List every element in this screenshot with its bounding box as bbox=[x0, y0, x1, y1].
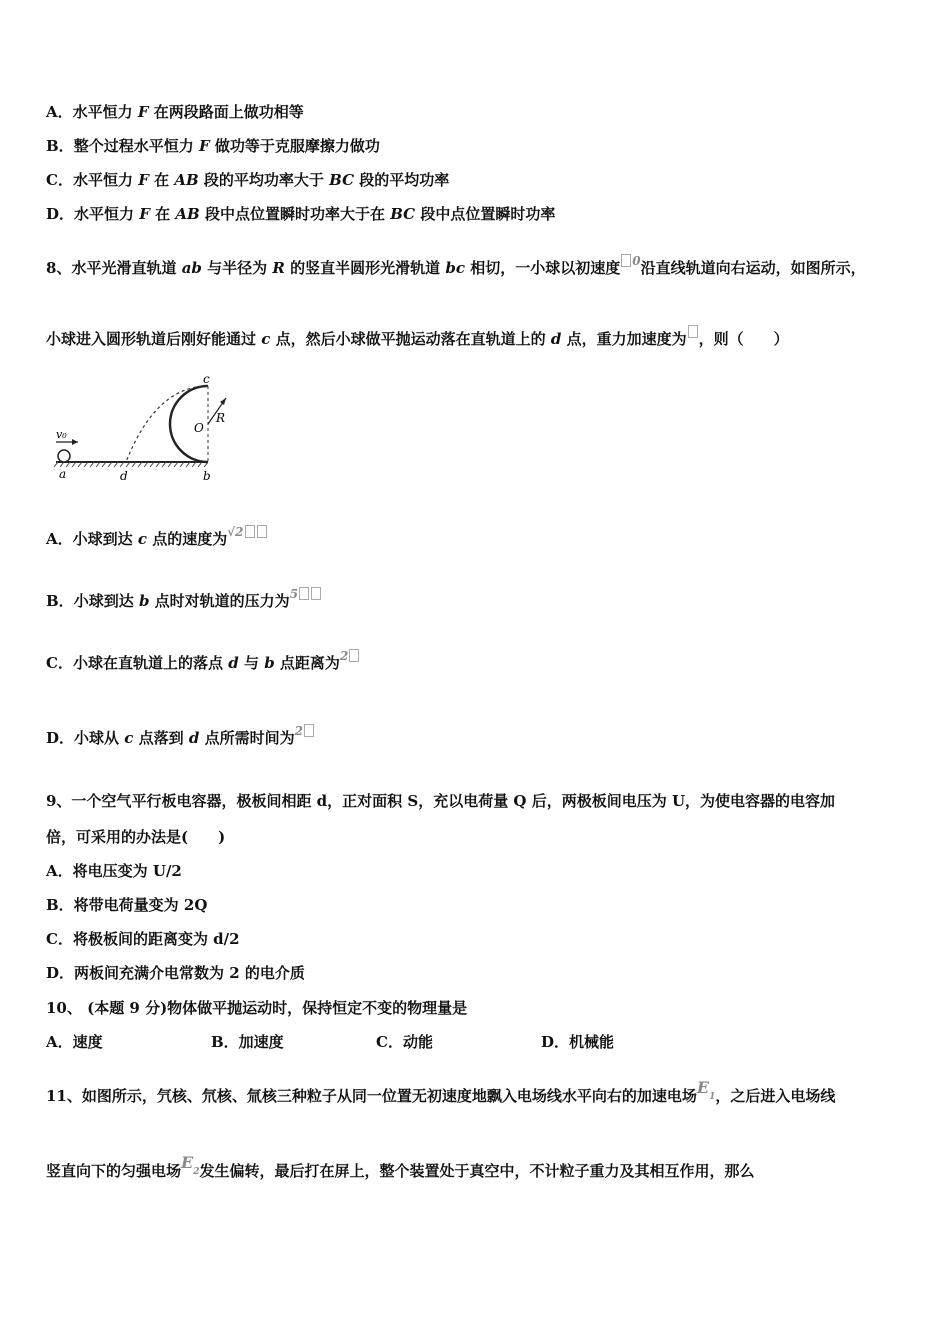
q9-option-d: D．两板间充满介电常数为 2 的电介质 bbox=[46, 964, 305, 982]
q7-option-a: A．水平恒力 F 在两段路面上做功相等 bbox=[46, 103, 304, 121]
label-c: c bbox=[203, 372, 210, 386]
formula-placeholder-icon bbox=[304, 724, 314, 737]
q9-option-b: B．将带电荷量变为 2Q bbox=[46, 896, 208, 914]
label-r: R bbox=[216, 411, 226, 425]
q8-stem-line1: 8、水平光滑直轨道 ab 与半径为 R 的竖直半圆形光滑轨道 bc 相切，一小球以初速度 $^0$沿直线轨道向右运动，如图所示， bbox=[46, 254, 866, 277]
q9-option-a: A．将电压变为 U/2 bbox=[46, 862, 182, 880]
q8-option-a: A．小球到达 c 点的速度为$^{√2}$ bbox=[46, 522, 268, 549]
q11-stem-line1: 11、如图所示，氕核、氘核、氚核三种粒子从同一位置无初速度地飘入电场线水平向右的加速电场E1，之后进入电场线 bbox=[46, 1078, 836, 1105]
formula-placeholder-icon bbox=[621, 254, 631, 267]
q10-option-d: D．机械能 bbox=[541, 1033, 615, 1051]
label-v0: v₀ bbox=[56, 428, 67, 441]
radius-arrowhead bbox=[220, 398, 226, 405]
q10-stem: 10、 (本题 9 分)物体做平抛运动时，保持恒定不变的物理量是 bbox=[46, 999, 468, 1017]
q9-stem-line1: 9、一个空气平行板电容器，极板间相距 d，正对面积 S，充以电荷量 Q 后，两极板间电压为 U，为使电容器的电容加 bbox=[46, 792, 836, 810]
q9-option-c: C．将极板间的距离变为 d/2 bbox=[46, 930, 240, 948]
label-o: O bbox=[194, 421, 204, 435]
q7-option-d: D．水平恒力 F 在 AB 段中点位置瞬时功率大于在 BC 段中点位置瞬时功率 bbox=[46, 205, 556, 223]
label-a: a bbox=[59, 467, 67, 481]
v0-arrowhead bbox=[72, 439, 78, 445]
ball bbox=[58, 450, 70, 462]
q7-option-c: C．水平恒力 F 在 AB 段的平均功率大于 BC 段的平均功率 bbox=[46, 171, 450, 189]
q9-stem-line2: 倍，可采用的办法是( ) bbox=[46, 828, 226, 846]
q8-figure bbox=[46, 370, 266, 485]
formula-placeholder-icon bbox=[311, 587, 321, 600]
q10-option-c: C．动能 bbox=[376, 1033, 433, 1051]
formula-placeholder-icon bbox=[349, 649, 359, 662]
formula-placeholder-icon bbox=[299, 587, 309, 600]
q8-option-c: C．小球在直轨道上的落点 d 与 b 点距离为$^2$ bbox=[46, 646, 360, 673]
label-b: b bbox=[203, 469, 211, 483]
q7-option-b: B．整个过程水平恒力 F 做功等于克服摩擦力做功 bbox=[46, 137, 380, 155]
formula-placeholder-icon bbox=[688, 325, 698, 338]
label-d: d bbox=[120, 469, 128, 483]
q8-option-d: D．小球从 c 点落到 d 点所需时间为$^2$ bbox=[46, 721, 315, 748]
q10-option-b: B．加速度 bbox=[211, 1033, 284, 1051]
formula-placeholder-icon bbox=[257, 525, 267, 538]
q8-stem-line2: 小球进入圆形轨道后刚好能通过 c 点，然后小球做平抛运动落在直轨道上的 d 点，重力加速度为 ，则（ ） bbox=[46, 325, 789, 349]
q8-option-b: B．小球到达 b 点时对轨道的压力为$^5$ bbox=[46, 584, 322, 611]
q11-stem-line2: 竖直向下的匀强电场E2发生偏转，最后打在屏上，整个装置处于真空中，不计粒子重力及其相互作用，那么 bbox=[46, 1153, 755, 1180]
q10-option-a: A．速度 bbox=[46, 1033, 103, 1051]
formula-placeholder-icon bbox=[245, 525, 255, 538]
